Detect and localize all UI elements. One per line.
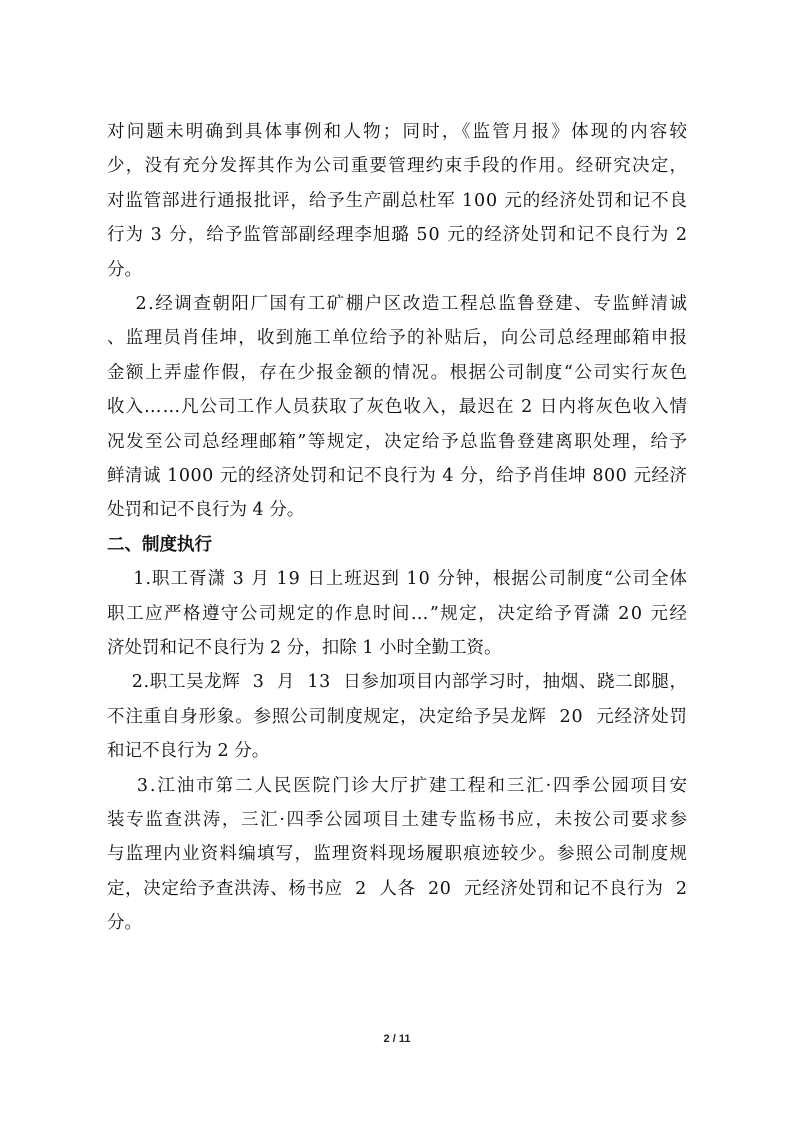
- paragraph-line: [0, 253, 794, 287]
- paragraph-line: [0, 149, 794, 183]
- paragraph-line: [0, 665, 794, 699]
- line-text: 1.职工胥潇 3 月 19 日上班迟到 10 分钟，根据公司制度“公司全体: [107, 569, 688, 590]
- paragraph-line: [0, 803, 794, 837]
- paragraph-line: [0, 218, 794, 252]
- paragraph-line: [0, 734, 794, 768]
- paragraph-line: [0, 562, 794, 596]
- paragraph-line: [0, 837, 794, 871]
- paragraph-line: [0, 115, 794, 149]
- line-text: 装专监查洪涛，三汇·四季公园项目土建专监杨书应，未按公司要求参: [107, 810, 689, 830]
- paragraph-line: [0, 631, 794, 665]
- line-text: 、监理员肖佳坤，收到施工单位给予的补贴后，向公司总经理邮箱申报: [107, 328, 689, 349]
- line-text: 济处罚和记不良行为 2 分，扣除 1 小时全勤工资。: [107, 638, 502, 658]
- paragraph-line: [0, 425, 794, 459]
- line-text: 不注重自身形象。参照公司制度规定，决定给予吴龙辉 20 元经济处罚: [107, 706, 688, 727]
- line-text: 2.职工吴龙辉 3 月 13 日参加项目内部学习时，抽烟、跷二郎腿，: [107, 672, 688, 693]
- line-text: 收入……凡公司工作人员获取了灰色收入，最迟在 2 日内将灰色收入情: [107, 397, 689, 418]
- heading-text: [0, 528, 794, 562]
- line-text: 况发至公司总经理邮箱”等规定，决定给予总监鲁登建离职处理，给予: [107, 431, 689, 452]
- line-text: 分。: [107, 259, 142, 280]
- paragraph-line: [0, 356, 794, 390]
- line-text: 鲜清诚 1000 元的经济处罚和记不良行为 4 分，给予肖佳坤 800 元经济: [107, 466, 688, 486]
- line-text: 分。: [107, 913, 142, 934]
- line-text: 处罚和记不良行为 4 分。: [107, 500, 305, 521]
- line-text: 2.经调查朝阳厂国有工矿棚户区改造工程总监鲁登建、专监鲜清诚: [107, 294, 689, 314]
- paragraph-line: [0, 321, 794, 355]
- paragraph-line: [0, 906, 794, 940]
- paragraph-line: [0, 390, 794, 424]
- paragraph-line: [0, 184, 794, 218]
- paragraph-line: [0, 493, 794, 527]
- line-text: 对监管部进行通报批评，给予生产副总杜军 100 元的经济处罚和记不良: [107, 190, 688, 211]
- line-text: 行为 3 分，给予监管部副经理李旭璐 50 元的经济处罚和记不良行为 2: [107, 225, 688, 246]
- line-text: 和记不良行为 2 分。: [107, 741, 270, 762]
- paragraph-line: [0, 700, 794, 734]
- paragraph-line: [0, 872, 794, 906]
- line-text: 与监理内业资料编填写，监理资料现场履职痕迹较少。参照公司制度规: [107, 844, 689, 865]
- page-number: 2 / 11: [383, 1033, 411, 1045]
- line-text: 少，没有充分发挥其作为公司重要管理约束手段的作用。经研究决定，: [107, 156, 689, 177]
- line-text: 金额上弄虚作假，存在少报金额的情况。根据公司制度“公司实行灰色: [107, 362, 689, 383]
- paragraph-line: [0, 597, 794, 631]
- line-text: 对问题未明确到具体事例和人物；同时，《监管月报》体现的内容较: [107, 122, 690, 142]
- line-text: 定，决定给予查洪涛、杨书应 2 人各 20 元经济处罚和记不良行为 2: [107, 878, 688, 899]
- paragraph-line: [0, 459, 794, 493]
- line-text: 职工应严格遵守公司规定的作息时间…”规定，决定给予胥潇 20 元经: [107, 603, 689, 624]
- paragraph-line: [0, 287, 794, 321]
- line-text: 二、制度执行: [107, 534, 212, 555]
- line-text: 3.江油市第二人民医院门诊大厅扩建工程和三汇·四季公园项目安: [107, 775, 689, 796]
- paragraph-line: [0, 769, 794, 803]
